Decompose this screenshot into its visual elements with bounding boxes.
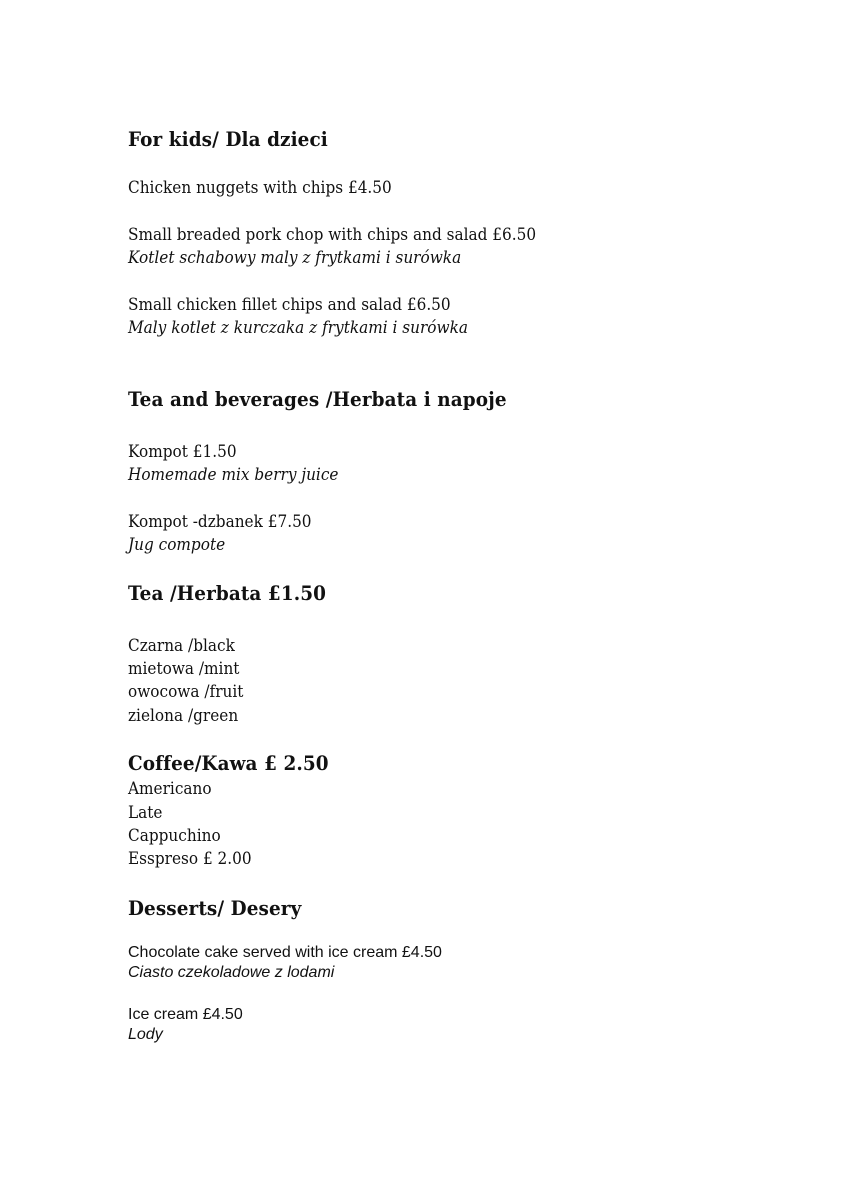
tea-item: mietowa /mint xyxy=(128,659,240,679)
menu-item: Chocolate cake served with ice cream £4.50 xyxy=(128,944,442,961)
coffee-item: Americano xyxy=(128,779,212,799)
menu-item-translation: Ciasto czekoladowe z lodami xyxy=(128,964,335,981)
menu-item-translation: Jug compote xyxy=(128,535,226,555)
menu-item-translation: Maly kotlet z kurczaka z frytkami i surówka xyxy=(128,318,468,338)
menu-item: Chicken nuggets with chips £4.50 xyxy=(128,178,392,198)
tea-item: owocowa /fruit xyxy=(128,682,244,702)
tea-item: zielona /green xyxy=(128,706,239,726)
coffee-item: Esspreso £ 2.00 xyxy=(128,849,252,869)
menu-item: Kompot -dzbanek £7.50 xyxy=(128,512,312,532)
menu-item: Small breaded pork chop with chips and salad £6.50 xyxy=(128,225,537,245)
menu-item-translation: Homemade mix berry juice xyxy=(128,465,339,485)
kids-heading: For kids/ Dla dzieci xyxy=(128,127,328,151)
desserts-heading: Desserts/ Desery xyxy=(128,896,302,920)
beverages-heading: Tea and beverages /Herbata i napoje xyxy=(128,387,507,411)
coffee-item: Late xyxy=(128,803,163,823)
coffee-item: Cappuchino xyxy=(128,826,221,846)
coffee-heading: Coffee/Kawa £ 2.50 xyxy=(128,751,329,775)
menu-item: Kompot £1.50 xyxy=(128,442,237,462)
tea-heading: Tea /Herbata £1.50 xyxy=(128,581,327,605)
menu-item-translation: Lody xyxy=(128,1026,163,1043)
menu-item: Ice cream £4.50 xyxy=(128,1006,243,1023)
menu-item: Small chicken fillet chips and salad £6.50 xyxy=(128,295,451,315)
tea-item: Czarna /black xyxy=(128,636,235,656)
menu-item-translation: Kotlet schabowy maly z frytkami i surówka xyxy=(128,248,462,268)
